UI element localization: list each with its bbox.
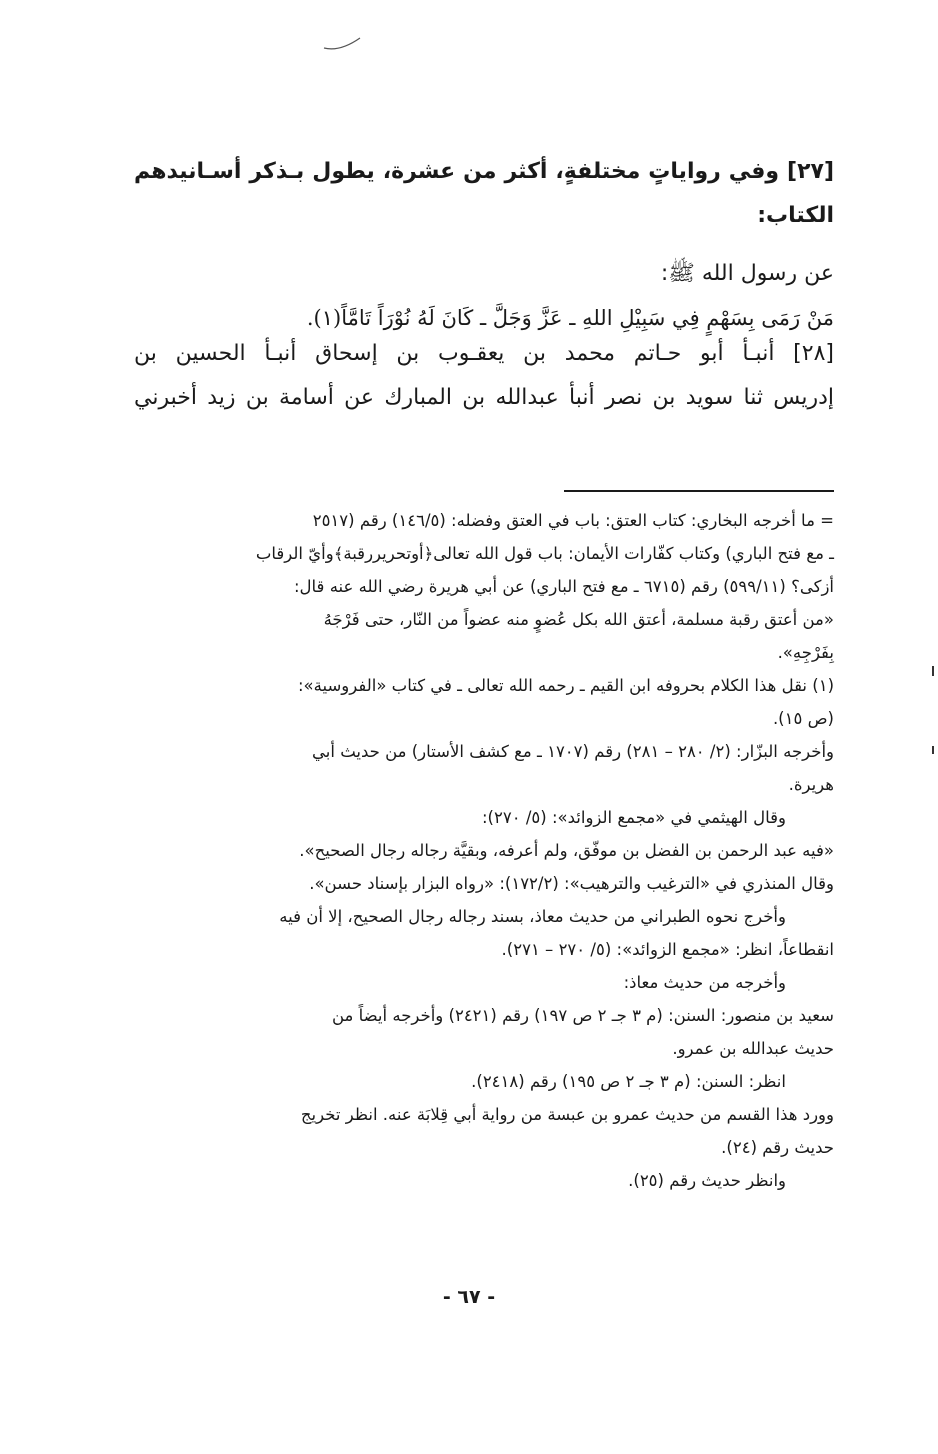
footnote-line: = ما أخرجه البخاري: كتاب العتق: باب في العتق وفضله: (١٤٦/٥) رقم (٢٥١٧ xyxy=(312,511,834,530)
footnote-line: حديث عبدالله بن عمرو. xyxy=(672,1039,834,1058)
footnote-line: «من أعتق رقبة مسلمة، أعتق الله بكل عُضوٍ منه عضواً من النّار، حتى فَرْجَهُ xyxy=(323,610,834,629)
footnote-line: بِفَرْجِهِ». xyxy=(777,643,834,662)
footnote-line: حديث رقم (٢٤). xyxy=(721,1138,834,1157)
main-text xyxy=(134,150,834,238)
hadith-block xyxy=(134,252,834,340)
footnote-line: وأخرجه البزّار: (٢/ ٢٨٠ – ٢٨١) رقم (١٧٠٧ ـ مع كشف الأستار) من حديث أبي xyxy=(312,742,834,761)
footnote-line: وأخرجه من حديث معاذ: xyxy=(623,973,786,992)
main-line-1: [٢٧] وفي رواياتٍ مختلفةٍ، أكثر من عشرة، يطول بـذكر أسـانيدهم xyxy=(134,159,834,184)
footnote-line: وقال الهيثمي في «مجمع الزوائد»: (٥/ ٢٧٠): xyxy=(481,808,786,827)
footnote-line: انظر: السنن: (م ٣ جـ ٢ ص ١٩٥) رقم (٢٤١٨). xyxy=(471,1072,786,1091)
footnote-line: «فيه عبد الرحمن بن الفضل بن موفّق، ولم أعرفه، وبقيَّة رجاله رجال الصحيح». xyxy=(299,841,834,860)
footnote-line: وورد هذا القسم من حديث عمرو بن عبسة من رواية أبي قِلابَة عنه. انظر تخريج xyxy=(300,1105,834,1124)
footnote-line: (١) نقل هذا الكلام بحروفه ابن القيم ـ رحمه الله تعالى ـ في كتاب «الفروسية»: xyxy=(297,676,834,695)
footnote-line: وقال المنذري في «الترغيب والترهيب»: (١٧٢/٢): «رواه البزار بإسناد حسن». xyxy=(309,874,834,893)
scan-edge-mark xyxy=(932,746,934,754)
scan-edge-mark xyxy=(932,666,934,676)
footnote-line: سعيد بن منصور: السنن: (م ٣ جـ ٢ ص ١٩٧) رقم (٢٤٢١) وأخرجه أيضاً من xyxy=(331,1006,834,1025)
footnote-line: هريرة. xyxy=(788,775,834,794)
footnotes xyxy=(134,504,834,1197)
footnote-line: انقطاعاً، انظر: «مجمع الزوائد»: (٥/ ٢٧٠ – ٢٧١). xyxy=(501,940,834,959)
main-line-2: الكتاب: xyxy=(757,203,834,228)
main-line-6: إدريس ثنا سويد بن نصر أنبأ عبدالله بن المبارك عن أسامة بن زيد أخبرني xyxy=(134,385,834,410)
footnote-line: وأخرج نحوه الطبراني من حديث معاذ، بسند رجاله رجال الصحيح، إلا أن فيه xyxy=(279,907,786,926)
footnote-divider xyxy=(564,490,834,492)
footnote-line: (ص ١٥). xyxy=(772,709,834,728)
page-number: - ٦٧ - xyxy=(442,1286,496,1308)
footnote-line: ـ مع فتح الباري) وكتاب كفّارات الأيمان: باب قول الله تعالى﴿أوتحريررقبة﴾وأيّ الرقاب xyxy=(255,544,834,563)
main-line-3: عن رسول الله ﷺ: xyxy=(660,261,834,286)
hadith-text: مَنْ رَمَى بِسَهْمٍ فِي سَبِيْلِ اللهِ ـ عَزَّ وَجَلَّ ـ كَانَ لَهُ نُوْرَاً تَامَّاً(١). xyxy=(306,306,834,330)
main-line-5: [٢٨] أنبـأ أبو حـاتم محمد بن يعقـوب بن إسحاق أنبـأ الحسين بن xyxy=(134,341,834,366)
footnote-line: وانظر حديث رقم (٢٥). xyxy=(628,1171,786,1190)
footnote-line: أزكى؟ (٥٩٩/١١) رقم (٦٧١٥ ـ مع فتح الباري) عن أبي هريرة رضي الله عنه قال: xyxy=(293,577,834,596)
isnad-block xyxy=(134,332,834,420)
pen-mark xyxy=(322,36,362,52)
